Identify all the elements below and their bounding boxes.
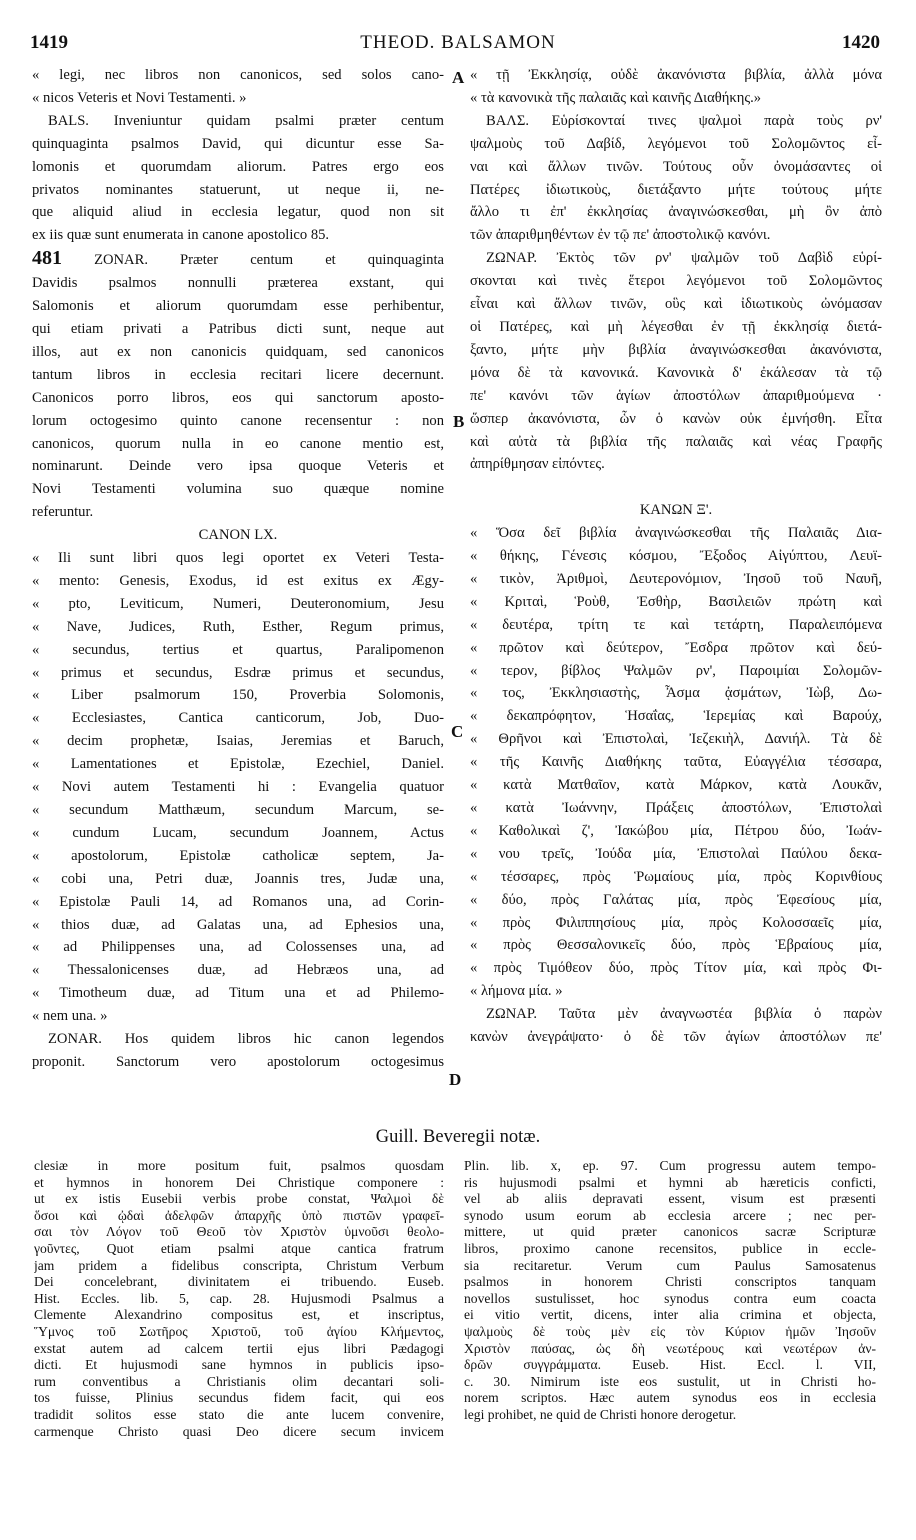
notes-left-column [34, 1158, 444, 1440]
text-line: « nicos Veteris et Novi Testamenti. » [32, 89, 247, 106]
text-line: Hist. Eccles. lib. 5, cap. 28. Hujusmodi Psalmus a [34, 1290, 444, 1306]
text-line: Salomonis et aliorum quorumdam esse perhibentur, [32, 298, 444, 315]
text-line: « τέσσαρες, πρὸς Ῥωμαίους μία, πρὸς Κορινθίους [470, 868, 882, 885]
margin-marker-b: B [453, 412, 465, 431]
text-line: Dei concelebrant, divinitatem ei tribuendo. Euseb. [34, 1274, 444, 1290]
text-line: privatos nominantes statuerunt, ut neque ii, ne- [32, 181, 444, 198]
page-number-left: 1419 [30, 32, 68, 53]
text-line: ΖΩΝΑΡ. Ἐκτὸς τῶν ρν' ψαλμῶν τοῦ Δαβὶδ εὑρί- [486, 250, 882, 267]
text-line: « Epistolæ Pauli 14, ad Romanos una, ad Corin- [32, 893, 444, 910]
text-line [470, 476, 882, 499]
text-line: « Liber psalmorum 150, Proverbia Solomonis, [32, 687, 444, 704]
text-line: οἱ Πατέρες, καὶ μὴ λέγεσθαι ἐν τῇ ἐκκλησίᾳ διετά- [470, 318, 882, 335]
text-line: Ὕμνος τοῦ Σωτῆρος Χριστοῦ, τοῦ ἁγίου Κλήμεντος, [34, 1323, 444, 1339]
text-line: Plin. lib. x, ep. 97. Cum progressu autem tempo- [464, 1158, 876, 1173]
text-line: referuntur. [32, 504, 94, 521]
text-line: « τὰ κανονικὰ τῆς παλαιᾶς καὶ καινῆς Διαθήκης.» [470, 89, 762, 106]
text-line: jam pridem a fidelibus conscripta, Christum Verbum [34, 1257, 444, 1273]
text-line: σκονται καὶ τινὲς ἕτεροι λεγόμενοι τοῦ Σολομῶντος [470, 273, 882, 290]
text-line: « Θρῆνοι καὶ Ἐπιστολαὶ, Ἰεζεκιὴλ, Δανιήλ. Τὰ δὲ [470, 731, 882, 748]
text-line: « κατὰ Ἰωάννην, Πράξεις ἀποστόλων, Ἐπιστολαὶ [470, 800, 882, 816]
text-line: « λήμονα μία. » [470, 983, 563, 1000]
latin-canon-text [32, 547, 444, 1028]
text-line: δρῶν συγγράμματα. Euseb. Hist. Eccl. l. VII, [464, 1357, 876, 1373]
text-line: « Ecclesiastes, Cantica canticorum, Job, Duo- [32, 710, 444, 727]
greek-canon-end [470, 64, 882, 110]
text-line: « πρὸς Τιμόθεον δύο, πρὸς Τίτον μία, καὶ πρὸς Φι- [470, 960, 882, 977]
text-line: « legi, nec libros non canonicos, sed solos cano- [32, 67, 444, 83]
text-line: lorum octogesimo quinto canone recensentur : non [32, 412, 444, 429]
text-line: « Nave, Judices, Ruth, Esther, Regum primus, [32, 618, 444, 635]
text-line: ξαντο, μήτε μὴν βιβλία ἀναγινώσκεσθαι ἀκανόνιστα, [470, 341, 882, 358]
text-line: « cundum Lucam, secundum Joannem, Actus [32, 824, 444, 841]
text-line: ὥσπερ ἀκανόνιστα, ὧν ὁ κανὼν οὐκ ἐμνήσθη. Εἶτα [470, 410, 882, 427]
notes-right-column [464, 1158, 876, 1424]
text-line: σαι τὸν Λόγον τοῦ Θεοῦ τὸν Χριστὸν ὑμνοῦσι θεολο- [34, 1224, 444, 1240]
text-line: « pto, Leviticum, Numeri, Deuteronomium, Jesu [32, 595, 444, 612]
text-line: lomonis et quorumdam aliorum. Patres ergo eos [32, 158, 444, 175]
text-line: Χριστὸν παύσας, ὡς δὴ νεωτέρους καὶ νεωτέρων ἀν- [464, 1340, 876, 1356]
notes-heading: Guill. Beveregii notæ. [375, 1127, 541, 1147]
text-span: ZONAR. Præter centum et quinquaginta [94, 252, 444, 269]
text-line: ψαλμοὺς τοῦ Δαβίδ, λεγόμενοι τοῦ Σολομῶντος εἶ- [470, 135, 882, 152]
greek-balsamon-commentary [470, 110, 882, 247]
text-line: « πρὸς Θεσσαλονικεῖς δύο, πρὸς Ἑβραίους μία, [470, 937, 882, 954]
text-line: libros, proximo canone recensitos, publice in eccle- [464, 1240, 876, 1256]
text-line: Clemente Alexandrino compositus est, et inscriptus, [34, 1307, 444, 1323]
text-line: « δεκαπρόφητον, Ἡσαΐας, Ἱερεμίας καὶ Βαρούχ, [470, 708, 882, 725]
text-line: γοῦντες, Quot etiam psalmi atque cantica fratrum [34, 1240, 444, 1256]
text-line: vel ab aliis depravati essent, visum est præsenti [464, 1191, 876, 1207]
text-line: dicti. Et hujusmodi sane hymnos in publicis ipso- [34, 1357, 444, 1373]
text-line: « Ili sunt libri quos legi oportet ex Veteri Testa- [32, 550, 444, 567]
text-line: « πρὸς Φιλιππησίους μία, πρὸς Κολοσσαεῖς μία, [470, 914, 882, 931]
text-line: ris hujusmodi psalmi et hymni ab hæreticis conficti, [464, 1174, 876, 1190]
running-title: THEOD. BALSAMON [360, 32, 556, 53]
text-line: Novi Testamenti volumina suo quæque nomine [32, 481, 444, 498]
text-line: rum conventibus a Christianis olim decantari soli- [34, 1373, 444, 1389]
text-line: εἶναι καὶ ἄλλων τινῶν, οὓς καὶ ἰδιωτικοὺς ὠνόμασαν [470, 296, 882, 313]
text-line: que aliquid aliud in ecclesia legatur, quod non sit [32, 204, 444, 221]
greek-canon-text [470, 522, 882, 1003]
text-line: « κατὰ Ματθαῖον, κατὰ Μάρκον, κατὰ Λουκᾶν, [470, 777, 882, 794]
text-line: « Καθολικαὶ ζ', Ἰακώβου μία, Πέτρου δύο, Ἰωάν- [470, 822, 882, 839]
greek-zonaras-commentary-2 [470, 1003, 882, 1049]
text-line: norem scriptos. Hæc autem synodus eos in ecclesia [464, 1390, 876, 1406]
text-line: canonicos, quorum nulla in eo canone mentio est, [32, 435, 444, 452]
text-line: ZONAR. Hos quidem libros hic canon legendos [48, 1031, 444, 1048]
text-line: « primus et secundus, Esdræ primus et secundus, [32, 664, 444, 681]
text-line: ψαλμοὺς δὲ τοὺς μὲν εἰς τὸν Κύριον ἡμῶν Ἰησοῦν [464, 1323, 876, 1339]
text-line: « τος, Ἐκκλησιαστὴς, Ἆσμα ᾀσμάτων, Ἰὼβ, Δω- [470, 685, 882, 702]
text-line: nominarunt. Deinde vero ipsa quoque Veteris et [32, 458, 444, 475]
text-line: tantum libros in ecclesia recitari licere decernunt. [32, 366, 444, 383]
text-line: Davidis psalmos nonnulli præterea exstant, qui [32, 275, 444, 292]
text-line: « τῆς Καινῆς Διαθήκης ταῦτα, Εὐαγγέλια τέσσαρα, [470, 754, 882, 771]
text-line: ei vitio vertit, dicens, inter alia crimina et objecta, [464, 1307, 876, 1323]
text-line: carmenque Christo quasi Deo dicere secum invicem [34, 1423, 444, 1439]
greek-zonaras-commentary [470, 247, 882, 476]
text-line: « cobi una, Petri duæ, Joannis tres, Judæ una, [32, 870, 444, 887]
section-number: 481 [32, 247, 62, 270]
text-line: mittere, ut quid præter canonicos sacræ Scripturæ [464, 1224, 876, 1240]
text-line: « τικὸν, Ἀριθμοὶ, Δευτερονόμιον, Ἰησοῦ τοῦ Ναυῆ, [470, 570, 882, 587]
text-line: « Timotheum duæ, ad Titum una et ad Philemo- [32, 985, 444, 1002]
text-line: « νου τρεῖς, Ἰούδα μία, Ἐπιστολαὶ Παύλου δεκα- [470, 845, 882, 862]
canon-heading: CANON LX. [198, 527, 278, 544]
text-line: qui etiam privati a Patribus dicti sunt, neque aut [32, 320, 444, 337]
text-line: « apostolorum, Epistolæ catholicæ septem, Ja- [32, 847, 444, 864]
text-line: tos fuisse, Plinius secundus fidem facit, qui eos [34, 1390, 444, 1406]
text-line: καὶ αὐτὰ τὰ βιβλία τῆς παλαιᾶς καὶ νέας Γραφῆς [470, 433, 882, 450]
text-line [32, 247, 444, 272]
text-line: psalmos in honorem Christi conscriptos tanquam [464, 1274, 876, 1290]
text-line: et hymnos in honorem Dei Christique componere : [34, 1174, 444, 1190]
text-line: « τῇ Ἐκκλησίᾳ, οὐδὲ ἀκανόνιστα βιβλία, ἀλλὰ μόνα [470, 67, 882, 83]
text-line: « mento: Genesis, Exodus, id est exitus ex Ægy- [32, 572, 444, 589]
text-line: clesiæ in more positum fuit, psalmos quosdam [34, 1158, 444, 1173]
text-line: « Lamentationes et Epistolæ, Ezechiel, Daniel. [32, 756, 444, 773]
greek-column [470, 64, 882, 1049]
text-line: « thios duæ, ad Galatas una, ad Ephesios una, [32, 916, 444, 933]
text-line: « Novi autem Testamenti hi : Evangelia quatuor [32, 779, 444, 796]
text-line: « Ὅσα δεῖ βιβλία ἀναγινώσκεσθαι τῆς Παλαιᾶς Δια- [470, 525, 882, 542]
text-line: « ad Philippenses una, ad Colossenses una, ad [32, 939, 444, 956]
latin-zonaras-commentary [32, 247, 444, 524]
text-line: « secundum Matthæum, secundum Marcum, se- [32, 802, 444, 818]
page-header [22, 32, 894, 58]
text-line: sia recitaretur. Verum cum Paulus Samosatenus [464, 1257, 876, 1273]
text-line: « decim prophetæ, Isaias, Jeremias et Baruch, [32, 733, 444, 750]
text-line: κανὼν ἀνεγράψατο· ὁ δὲ τῶν ἁγίων ἀποστόλων πε' [470, 1029, 882, 1046]
canon-heading: ΚΑΝΩΝ Ξ'. [639, 502, 713, 519]
text-line: πε' κανόνι τῶν ἁγίων ἀποστόλων ἀπαριθμούμενα · [470, 387, 882, 404]
text-line: « πρῶτον καὶ δεύτερον, Ἔσδρα πρῶτον καὶ δεύ- [470, 639, 882, 656]
text-line: τῶν ἀπαριθμηθέντων ἐν τῷ πε' ἀποστολικῷ κανόνι. [470, 227, 771, 244]
text-line: BALS. Inveniuntur quidam psalmi præter centum [48, 112, 444, 129]
text-line: legi prohibet, ne quid de Christi honore derogetur. [464, 1406, 737, 1422]
text-line: Πατέρες ἰδιωτικοὺς, διετάξαντο μήτε τούτους μήτε [470, 181, 882, 198]
text-line: « secundus, tertius et quartus, Paralipomenon [32, 641, 444, 658]
text-line: ΖΩΝΑΡ. Ταῦτα μὲν ἀναγνωστέα βιβλία ὁ παρὼν [486, 1006, 882, 1023]
text-line: c. 30. Nimirum iste eos sustulit, ut in Christi ho- [464, 1373, 876, 1389]
margin-marker-c: C [451, 722, 464, 741]
margin-marker-a: A [452, 68, 465, 87]
text-line: « δύο, πρὸς Γαλάτας μία, πρὸς Ἐφεσίους μία, [470, 891, 882, 908]
text-line: ναι καὶ ἄλλων τινῶν. Τούτους οὖν ὀνομάσαντες οἱ [470, 158, 882, 175]
text-line: tradidit solitos esse stato die ante lucem convenire, [34, 1406, 444, 1422]
latin-balsamon-commentary [32, 110, 444, 247]
text-line: synodo usum eorum ab ecclesia arcere ; nec per- [464, 1207, 876, 1223]
text-line: proponit. Sanctorum vero apostolorum octogesimus [32, 1053, 444, 1070]
text-line: ex iis quæ sunt enumerata in canone apostolico 85. [32, 227, 330, 244]
latin-zonaras-commentary-2 [32, 1028, 444, 1074]
latin-column [32, 64, 444, 1074]
text-line: « θήκης, Γένεσις κόσμου, Ἔξοδος Αἰγύπτου, Λευϊ- [470, 548, 882, 565]
text-line: « Κριταὶ, Ῥοὺθ, Ἐσθὴρ, Βασιλειῶν πρώτη καὶ [470, 593, 882, 610]
text-line: « τερον, βίβλος Ψαλμῶν ρν', Παροιμίαι Σολομῶν- [470, 662, 882, 679]
text-line: ut ex istis Eusebii verbis probe constat, Ψαλμοὶ δὲ [34, 1191, 444, 1207]
text-line: « δευτέρα, τρίτη τε καὶ τετάρτη, Παραλειπόμενα [470, 616, 882, 633]
text-line: μόνα δὲ τὰ κανονικά. Κανονικὰ δ' ἐκάλεσαν τὰ τῷ [470, 364, 882, 381]
text-line: « nem una. » [32, 1008, 108, 1025]
text-line: novellos sustulisset, hoc synodus contra eum coacta [464, 1290, 876, 1306]
text-line: ΒΑΛΣ. Εὑρίσκονταί τινες ψαλμοὶ παρὰ τοὺς ρν' [486, 112, 882, 129]
text-line: ὅσοι καὶ ᾠδαὶ ἀδελφῶν ἀπαρχῆς ὑπὸ πιστῶν γραφεῖ- [34, 1207, 444, 1223]
text-line: ἄλλο τι ἐπ' ἐκκλησίας ἀναγινώσκεσθαι, μὴ ὂν ἀπὸ [470, 204, 882, 221]
text-line: quinquaginta psalmos David, qui dicuntur esse Sa- [32, 135, 444, 152]
margin-marker-d: D [449, 1070, 462, 1089]
text-line: ἀπηρίθμησαν εἰπόντες. [470, 456, 605, 473]
text-line: illos, aut ex non canonicis quidquam, sed canonicos [32, 343, 444, 360]
latin-canon-end [32, 64, 444, 110]
text-line: « Thessalonicenses duæ, ad Hebræos una, ad [32, 962, 444, 979]
text-line: exstat autem ad calcem tertii ejus libri Pædagogi [34, 1340, 444, 1356]
text-line: Canonicos porro libros, eos qui sanctorum aposto- [32, 389, 444, 406]
page-number-right: 1420 [842, 32, 880, 53]
